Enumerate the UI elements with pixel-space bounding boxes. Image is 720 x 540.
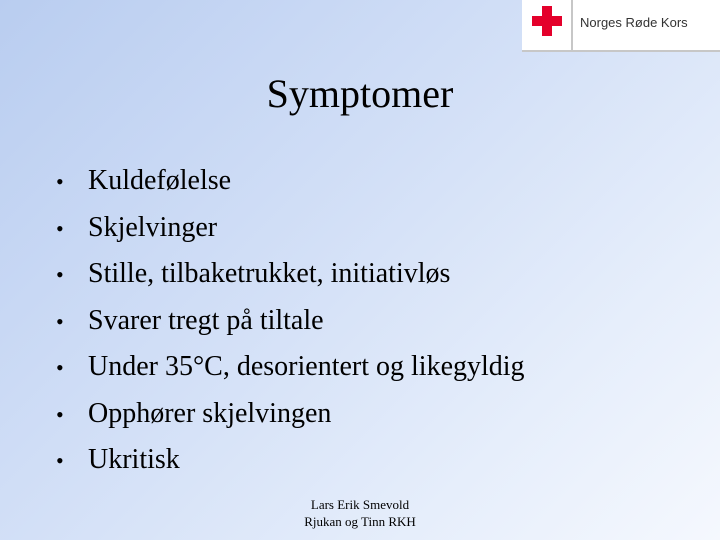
list-item bbox=[56, 255, 525, 302]
slide-title: Symptomer bbox=[266, 71, 454, 116]
list-item-text: Stille, tilbaketrukket, initiativløs bbox=[88, 258, 451, 289]
bullet-icon: • bbox=[56, 215, 64, 241]
bullet-icon: • bbox=[56, 355, 64, 380]
list-item-text: Kuldefølelse bbox=[88, 165, 232, 196]
bullet-icon: • bbox=[56, 308, 64, 334]
bullet-icon: • bbox=[56, 262, 64, 287]
footer-author: Lars Erik Smevold bbox=[310, 497, 410, 512]
list-item bbox=[56, 302, 525, 349]
list-item-text: Ukritisk bbox=[88, 444, 180, 475]
list-item bbox=[56, 348, 525, 395]
symptom-list bbox=[56, 162, 525, 488]
list-item bbox=[56, 441, 525, 488]
red-cross-logo bbox=[522, 0, 720, 52]
list-item bbox=[56, 162, 525, 209]
list-item bbox=[56, 209, 525, 256]
logo-divider bbox=[571, 0, 573, 50]
slide-footer bbox=[0, 496, 720, 530]
red-cross-icon bbox=[532, 6, 562, 36]
bullet-icon: • bbox=[56, 169, 64, 194]
list-item-text: Opphører skjelvingen bbox=[88, 397, 332, 429]
bullet-icon: • bbox=[56, 448, 64, 473]
footer-organization: Rjukan og Tinn RKH bbox=[304, 514, 416, 529]
organization-name: Norges Røde Kors bbox=[580, 15, 688, 30]
list-item-text: Svarer tregt på tiltale bbox=[88, 304, 324, 336]
list-item-text: Skjelvinger bbox=[88, 211, 218, 243]
list-item-text: Under 35°C, desorientert og likegyldig bbox=[88, 351, 525, 382]
list-item bbox=[56, 395, 525, 442]
bullet-icon: • bbox=[56, 401, 64, 427]
